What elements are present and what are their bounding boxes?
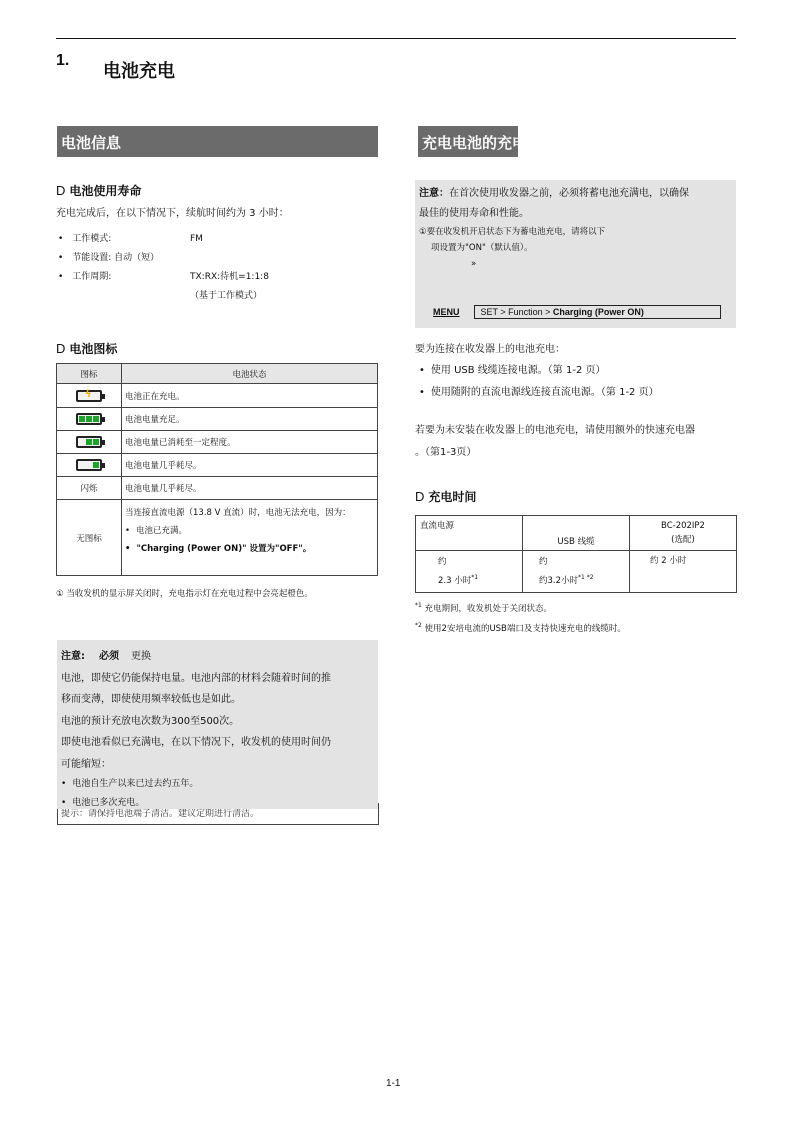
battery-charging-icon: ϟ: [76, 390, 102, 402]
menu-key: MENU: [433, 307, 460, 317]
col-header-status: 电池状态: [122, 364, 378, 384]
status-cell: 电池电量几乎耗尽。: [122, 477, 378, 500]
external-charger-line: 。（第1-3页）: [415, 447, 477, 458]
status-cell: 电池电量几乎耗尽。: [122, 454, 378, 477]
external-charger-line: 若要为未安装在收发器上的电池充电，请使用额外的快速充电器: [415, 425, 695, 436]
battery-icon-title: 电池图标: [69, 342, 118, 356]
battery-life-title: 电池使用寿命: [69, 184, 142, 198]
item-label: 工作模式:: [72, 234, 112, 244]
dc-time-cell: 约 2.3 小时$^{*1}$: [416, 551, 523, 593]
battery-low-icon: [76, 459, 102, 471]
item-label: 工作周期:: [72, 272, 112, 282]
life-item-duty: [58, 270, 111, 284]
table-header-row: [416, 516, 737, 551]
time-footnote: $^{*1}$ 充电期间，收发机处于关闭状态。: [415, 602, 553, 614]
usb-time-cell: 约 约3.2小时$^{*1 *2}$: [523, 551, 630, 593]
section-marker: D: [415, 489, 425, 504]
section-marker: D: [56, 341, 66, 356]
top-rule: [56, 38, 736, 39]
note-line: 即使电池看似已充满电，在以下情况下，收发机的使用时间仍: [61, 737, 331, 748]
duty-note: （基于工作模式）: [190, 291, 263, 301]
battery-medium-icon: [76, 436, 102, 448]
table-row: [57, 477, 378, 500]
status-cell: 电池电量已消耗至一定程度。: [122, 431, 378, 454]
table-row: [57, 431, 378, 454]
caution-line: 最佳的使用寿命和性能。: [419, 208, 529, 219]
status-cell: 电池电量充足。: [122, 408, 378, 431]
note-line: 电池的预计充放电次数为300至500次。: [61, 715, 240, 727]
charge-time-heading: [415, 488, 476, 505]
status-cell: 电池正在充电。: [122, 384, 378, 408]
col-header-bc: BC-202IP2 (选配): [630, 516, 737, 551]
note-bullet: • 电池自生产以来已过去约五年。: [61, 775, 374, 794]
table-row: [416, 551, 737, 593]
col-header-usb: USB 线缆: [523, 516, 630, 551]
bc-time-cell: 约 2 小时: [630, 551, 737, 593]
life-item-mode: [58, 232, 111, 246]
table-row: [57, 454, 378, 477]
page-number: 1-1: [386, 1078, 401, 1089]
life-item-power-save: [58, 251, 159, 265]
no-icon-label: 无图标: [57, 500, 122, 576]
no-icon-bullet: • 电池已充满。: [125, 522, 374, 540]
time-footnote: $^{*2}$ 使用2安培电流的USB端口及支持快速充电的线缆时。: [415, 622, 626, 634]
battery-life-heading: [56, 182, 141, 199]
chapter-number: 1.: [56, 52, 70, 69]
table-row: [57, 384, 378, 408]
section-title: 充电电池的充电: [422, 134, 528, 152]
icon-footnote: ① 当收发机的显示屏关闭时，充电指示灯在充电过程中会亮起橙色。: [56, 589, 313, 599]
section-bar-charging: [418, 126, 528, 157]
caution-line: 项设置为"ON"（默认值）。: [431, 243, 533, 253]
section-title: 电池信息: [61, 134, 122, 152]
note-line: 移而变薄，即使使用频率较低也是如此。: [61, 694, 241, 705]
no-icon-status: [122, 500, 378, 576]
item-label: 节能设置: 自动（短）: [72, 253, 160, 263]
charge-time-title: 充电时间: [428, 490, 477, 504]
menu-path-box: SET > Function > Charging (Power ON): [474, 305, 721, 319]
note-heading: 注意: 必须 更换: [61, 651, 151, 662]
life-item-duty-value: TX:RX:待机=1:1:8: [190, 272, 269, 282]
section-marker: D: [56, 183, 66, 198]
menu-path-line: [433, 305, 721, 319]
battery-life-intro: 充电完成后，在以下情况下，续航时间约为 3 小时：: [56, 208, 289, 219]
note-content: [57, 640, 378, 809]
caution-line: ①要在收发机开启状态下为蓄电池充电，请将以下: [419, 227, 606, 237]
col-header-dc: 直流电源: [416, 516, 523, 551]
connect-intro: 要为连接在收发器上的电池充电：: [415, 344, 565, 355]
connect-item: • 使用 USB 线缆连接电源。（第 1-2 页）: [419, 364, 605, 378]
chapter-title: 电池充电: [103, 61, 175, 82]
col-header-icon: 图标: [57, 364, 122, 384]
charge-time-table: [415, 515, 737, 593]
connect-item: • 使用随附的直流电源线连接直流电源。（第 1-2 页）: [419, 386, 659, 400]
battery-icon-heading: [56, 340, 117, 357]
section-bar-battery-info: [57, 126, 378, 157]
tip-text: 提示：请保持电池端子清洁。建议定期进行清洁。: [61, 809, 260, 819]
arrow-glyph: »: [471, 259, 477, 269]
note-line: 可能缩短：: [61, 758, 111, 770]
no-icon-bullet: • "Charging (Power ON)" 设置为"OFF"。: [125, 540, 374, 558]
life-item-mode-value: FM: [190, 234, 203, 244]
note-bullet: • 电池已多次充电。: [61, 794, 374, 813]
blink-label: 闪烁: [57, 477, 122, 500]
battery-full-icon: [76, 413, 102, 425]
no-icon-line: 当连接直流电源（13.8 V 直流）时，电池无法充电，因为：: [125, 508, 351, 518]
note-line: 电池，即使它仍能保持电量。电池内部的材料会随着时间的推: [61, 672, 331, 684]
battery-icon-table: [56, 363, 378, 576]
table-row: [57, 408, 378, 431]
caution-line: 注意：在首次使用收发器之前，必须将蓄电池充满电，以确保: [419, 188, 689, 199]
table-row: [57, 500, 378, 576]
